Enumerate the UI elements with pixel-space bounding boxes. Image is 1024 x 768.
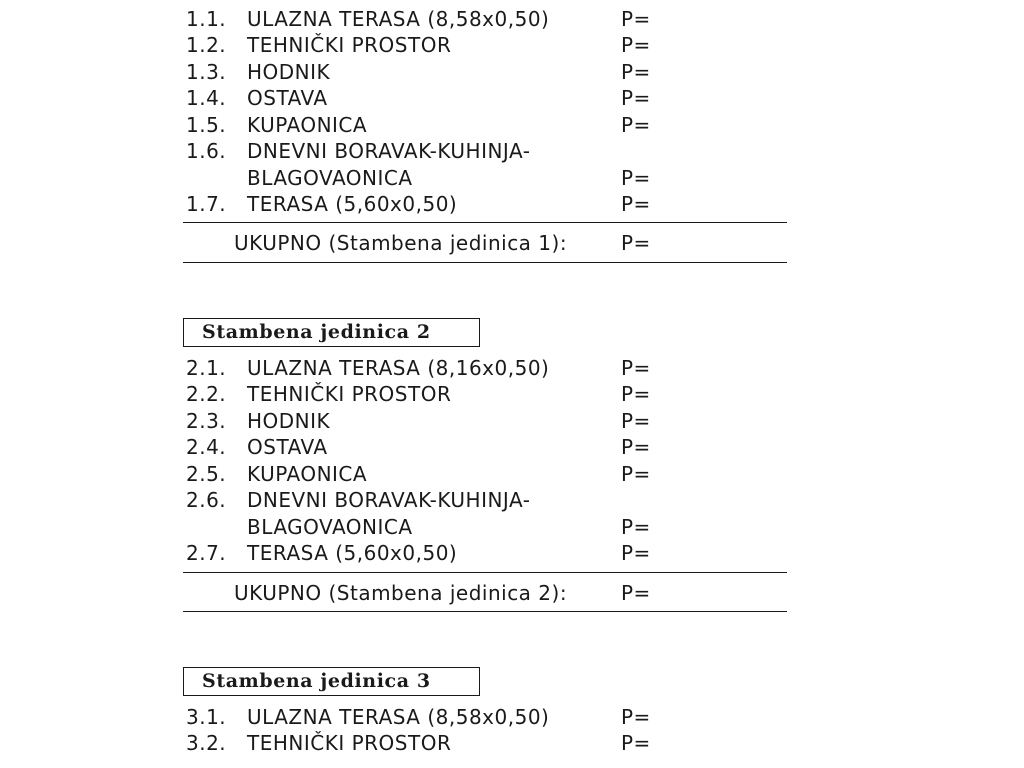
room-name: TEHNIČKI PROSTOR bbox=[247, 731, 452, 755]
room-name: BLAGOVAONICA bbox=[247, 166, 413, 190]
room-name: TERASA (5,60x0,50) bbox=[247, 541, 458, 565]
divider bbox=[183, 222, 787, 223]
item-number: 1.6. bbox=[186, 139, 227, 163]
area-prefix: P= bbox=[621, 7, 651, 31]
area-prefix: P= bbox=[621, 166, 651, 190]
area-prefix: P= bbox=[621, 435, 651, 459]
area-prefix: P= bbox=[621, 113, 651, 137]
room-name: ULAZNA TERASA (8,58x0,50) bbox=[247, 7, 550, 31]
room-name: OSTAVA bbox=[247, 435, 328, 459]
room-name: ULAZNA TERASA (8,16x0,50) bbox=[247, 356, 550, 380]
room-name: DNEVNI BORAVAK-KUHINJA- bbox=[247, 139, 531, 163]
area-prefix: P= bbox=[621, 731, 651, 755]
room-name: KUPAONICA bbox=[247, 462, 368, 486]
item-number: 1.1. bbox=[186, 7, 227, 31]
item-number: 2.5. bbox=[186, 462, 227, 486]
item-number: 1.2. bbox=[186, 33, 227, 57]
area-prefix: P= bbox=[621, 581, 651, 605]
room-name: OSTAVA bbox=[247, 86, 328, 110]
item-number: 1.3. bbox=[186, 60, 227, 84]
area-prefix: P= bbox=[621, 231, 651, 255]
section-title: Stambena jedinica 3 bbox=[183, 667, 480, 696]
room-name: TEHNIČKI PROSTOR bbox=[247, 33, 452, 57]
area-prefix: P= bbox=[621, 192, 651, 216]
room-name: HODNIK bbox=[247, 409, 331, 433]
item-number: 3.2. bbox=[186, 731, 227, 755]
item-number: 2.4. bbox=[186, 435, 227, 459]
area-prefix: P= bbox=[621, 541, 651, 565]
item-number: 2.2. bbox=[186, 382, 227, 406]
item-number: 2.6. bbox=[186, 488, 227, 512]
area-prefix: P= bbox=[621, 705, 651, 729]
total-label: UKUPNO (Stambena jedinica 1): bbox=[234, 231, 568, 255]
item-number: 1.4. bbox=[186, 86, 227, 110]
area-prefix: P= bbox=[621, 33, 651, 57]
area-prefix: P= bbox=[621, 409, 651, 433]
area-prefix: P= bbox=[621, 86, 651, 110]
divider bbox=[183, 262, 787, 263]
item-number: 3.1. bbox=[186, 705, 227, 729]
area-prefix: P= bbox=[621, 356, 651, 380]
area-prefix: P= bbox=[621, 382, 651, 406]
room-name: HODNIK bbox=[247, 60, 331, 84]
room-name: KUPAONICA bbox=[247, 113, 368, 137]
room-name: TEHNIČKI PROSTOR bbox=[247, 382, 452, 406]
area-prefix: P= bbox=[621, 515, 651, 539]
room-name: TERASA (5,60x0,50) bbox=[247, 192, 458, 216]
section-title: Stambena jedinica 2 bbox=[183, 318, 480, 347]
area-prefix: P= bbox=[621, 60, 651, 84]
divider bbox=[183, 572, 787, 573]
item-number: 1.7. bbox=[186, 192, 227, 216]
total-label: UKUPNO (Stambena jedinica 2): bbox=[234, 581, 568, 605]
divider bbox=[183, 611, 787, 612]
item-number: 2.1. bbox=[186, 356, 227, 380]
item-number: 2.3. bbox=[186, 409, 227, 433]
item-number: 2.7. bbox=[186, 541, 227, 565]
room-name: DNEVNI BORAVAK-KUHINJA- bbox=[247, 488, 531, 512]
room-name: ULAZNA TERASA (8,58x0,50) bbox=[247, 705, 550, 729]
item-number: 1.5. bbox=[186, 113, 227, 137]
area-prefix: P= bbox=[621, 462, 651, 486]
room-name: BLAGOVAONICA bbox=[247, 515, 413, 539]
